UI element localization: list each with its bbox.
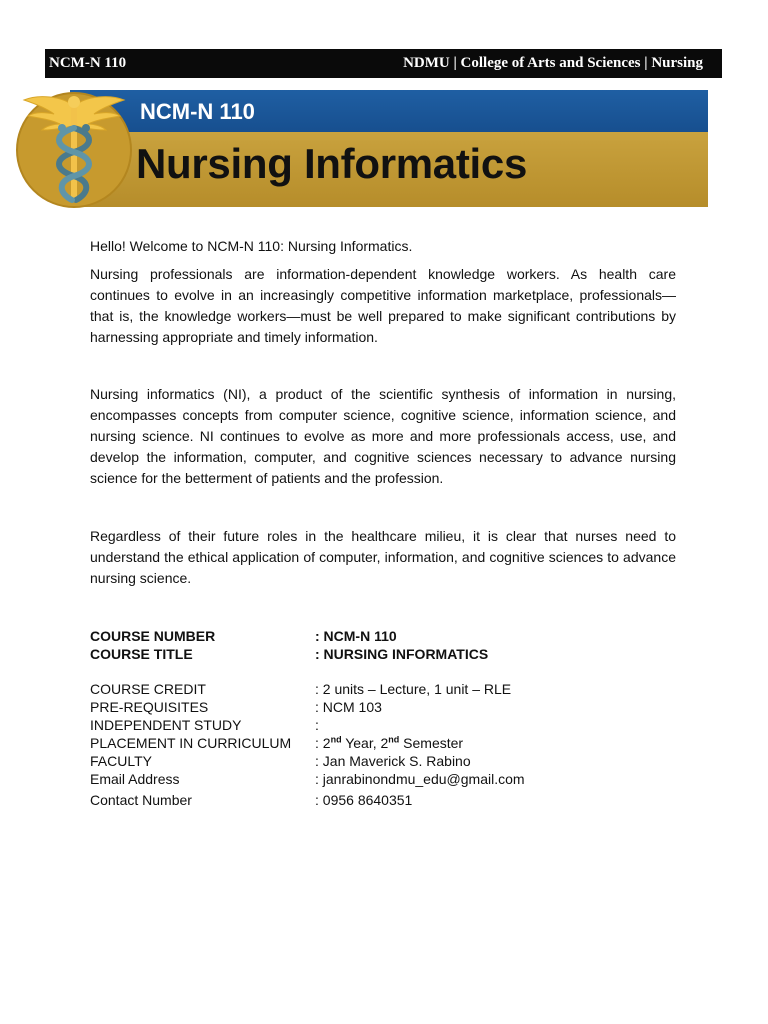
intro-paragraph-3: Regardless of their future roles in the healthcare milieu, it is clear that nurses need to understand the ethical application of computer, information, and cognitive sciences to advance nursing science. xyxy=(90,528,676,586)
course-number-value: : NCM-N 110 xyxy=(315,628,397,644)
independent-study-value: : xyxy=(315,717,319,733)
banner-course-code: NCM-N 110 xyxy=(140,99,255,124)
header-course-code: NCM-N 110 xyxy=(49,55,127,71)
course-credit-value: : 2 units – Lecture, 1 unit – RLE xyxy=(315,681,512,697)
course-number-label: COURSE NUMBER xyxy=(90,628,216,644)
header-institution: NDMU | College of Arts and Sciences | Nursing xyxy=(403,55,703,71)
email-value: : janrabinondmu_edu@gmail.com xyxy=(315,771,525,787)
placement-label: PLACEMENT IN CURRICULUM xyxy=(90,735,292,751)
prerequisites-value: : NCM 103 xyxy=(315,699,382,715)
contact-value: : 0956 8640351 xyxy=(315,792,413,808)
document-header xyxy=(45,49,722,78)
intro-paragraph-2: Nursing informatics (NI), a product of the scientific synthesis of information in nursing, encompasses concepts from computer science, cognitive science, information science, and nursing science. NI continues to evolve as more and more professionals access, use, and develop the information, computer, and cognitive sciences necessary to advance nursing science for the betterment of patients and the profession. xyxy=(90,386,676,486)
caduceus-icon xyxy=(16,92,132,208)
course-title-label: COURSE TITLE xyxy=(90,646,193,662)
banner-code-strip xyxy=(70,90,708,132)
banner-course-title: Nursing Informatics xyxy=(136,140,528,187)
email-label: Email Address xyxy=(90,771,180,787)
course-credit-label: COURSE CREDIT xyxy=(90,681,206,697)
intro-paragraph-1: Nursing professionals are information-dependent knowledge workers. As health care continues to evolve in an increasingly competitive information marketplace, professionals—that is, the knowledge workers—must be well prepared to make significant contributions by harnessing appropriate and timely information. xyxy=(90,266,676,345)
independent-study-label: INDEPENDENT STUDY xyxy=(90,717,242,733)
contact-label: Contact Number xyxy=(90,792,192,808)
course-title-value: : NURSING INFORMATICS xyxy=(315,646,489,662)
placement-value: : 2nd Year, 2nd Semester xyxy=(315,734,464,751)
faculty-value: : Jan Maverick S. Rabino xyxy=(315,753,471,769)
prerequisites-label: PRE-REQUISITES xyxy=(90,699,209,715)
faculty-label: FACULTY xyxy=(90,753,152,769)
banner-title-strip xyxy=(70,132,708,207)
greeting-text: Hello! Welcome to NCM-N 110: Nursing Informatics. xyxy=(90,238,413,254)
